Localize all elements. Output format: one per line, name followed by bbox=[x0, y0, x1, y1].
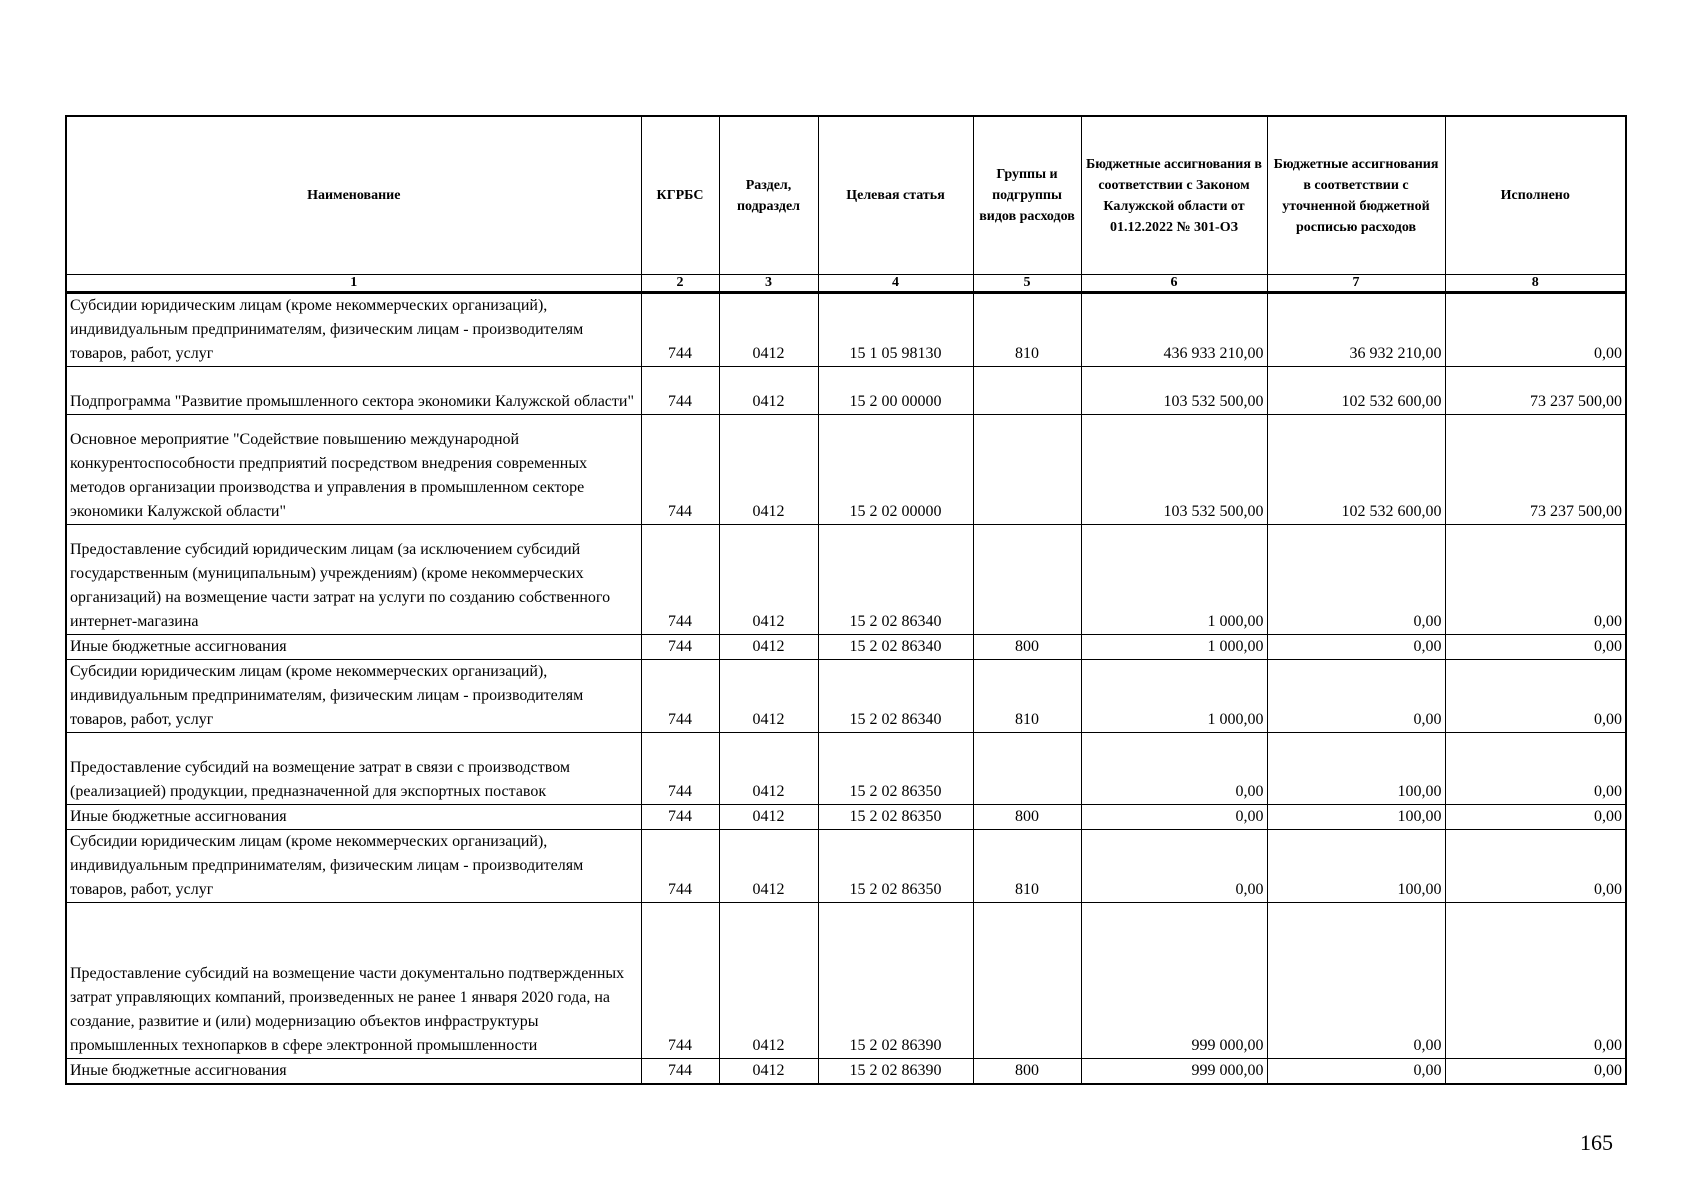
header-kgrbs: КГРБС bbox=[641, 116, 719, 275]
cell-expense-group bbox=[973, 525, 1081, 635]
header-executed: Исполнено bbox=[1445, 116, 1626, 275]
table-row bbox=[66, 830, 1626, 903]
page-number: 165 bbox=[1580, 1130, 1613, 1155]
cell-law-allocation: 999 000,00 bbox=[1081, 1059, 1267, 1085]
cell-kgrbs: 744 bbox=[641, 1059, 719, 1085]
cell-executed: 73 237 500,00 bbox=[1445, 415, 1626, 525]
cell-section: 0412 bbox=[719, 733, 818, 805]
cell-section: 0412 bbox=[719, 660, 818, 733]
cell-name: Иные бюджетные ассигнования bbox=[66, 635, 641, 660]
column-number: 7 bbox=[1267, 275, 1445, 293]
table-row bbox=[66, 525, 1626, 635]
cell-name: Предоставление субсидий на возмещение части документально подтвержденных затрат управляющих компаний, произведенных не ранее 1 января 2020 года, на создание, развитие и (или) модернизацию объектов инфраструктуры промышленных технопарков в сфере электронной промышленности bbox=[66, 903, 641, 1059]
table-row bbox=[66, 367, 1626, 415]
column-number: 5 bbox=[973, 275, 1081, 293]
column-number: 1 bbox=[66, 275, 641, 293]
cell-target-article: 15 2 02 86340 bbox=[818, 525, 973, 635]
cell-name: Основное мероприятие "Содействие повышению международной конкурентоспособности предприятий посредством внедрения современных методов организации производства и управления в промышленном секторе экономики Калужской области" bbox=[66, 415, 641, 525]
cell-schedule-allocation: 100,00 bbox=[1267, 733, 1445, 805]
cell-law-allocation: 103 532 500,00 bbox=[1081, 367, 1267, 415]
cell-section: 0412 bbox=[719, 903, 818, 1059]
cell-law-allocation: 436 933 210,00 bbox=[1081, 293, 1267, 367]
cell-executed: 0,00 bbox=[1445, 903, 1626, 1059]
column-number: 6 bbox=[1081, 275, 1267, 293]
cell-section: 0412 bbox=[719, 525, 818, 635]
cell-section: 0412 bbox=[719, 635, 818, 660]
column-number-row bbox=[66, 275, 1626, 293]
cell-kgrbs: 744 bbox=[641, 733, 719, 805]
cell-schedule-allocation: 102 532 600,00 bbox=[1267, 367, 1445, 415]
cell-kgrbs: 744 bbox=[641, 830, 719, 903]
cell-name: Предоставление субсидий юридическим лицам (за исключением субсидий государственным (муниципальным) учреждениям) (кроме некоммерческих организаций) на возмещение части затрат на услуги по созданию собственного интернет-магазина bbox=[66, 525, 641, 635]
table-row bbox=[66, 1059, 1626, 1085]
cell-section: 0412 bbox=[719, 415, 818, 525]
cell-expense-group bbox=[973, 367, 1081, 415]
table-row bbox=[66, 660, 1626, 733]
cell-executed: 0,00 bbox=[1445, 660, 1626, 733]
cell-kgrbs: 744 bbox=[641, 293, 719, 367]
cell-schedule-allocation: 100,00 bbox=[1267, 805, 1445, 830]
cell-schedule-allocation: 0,00 bbox=[1267, 903, 1445, 1059]
column-number: 3 bbox=[719, 275, 818, 293]
cell-schedule-allocation: 102 532 600,00 bbox=[1267, 415, 1445, 525]
header-schedule-allocation: Бюджетные ассигнования в соответствии с уточненной бюджетной росписью расходов bbox=[1267, 116, 1445, 275]
header-target-article: Целевая статья bbox=[818, 116, 973, 275]
cell-target-article: 15 1 05 98130 bbox=[818, 293, 973, 367]
cell-expense-group: 810 bbox=[973, 830, 1081, 903]
cell-law-allocation: 1 000,00 bbox=[1081, 525, 1267, 635]
budget-table bbox=[65, 115, 1627, 1085]
cell-kgrbs: 744 bbox=[641, 903, 719, 1059]
cell-schedule-allocation: 0,00 bbox=[1267, 660, 1445, 733]
cell-executed: 0,00 bbox=[1445, 525, 1626, 635]
cell-law-allocation: 1 000,00 bbox=[1081, 660, 1267, 733]
cell-expense-group bbox=[973, 903, 1081, 1059]
cell-law-allocation: 1 000,00 bbox=[1081, 635, 1267, 660]
cell-executed: 73 237 500,00 bbox=[1445, 367, 1626, 415]
column-number: 8 bbox=[1445, 275, 1626, 293]
cell-executed: 0,00 bbox=[1445, 830, 1626, 903]
cell-executed: 0,00 bbox=[1445, 1059, 1626, 1085]
cell-section: 0412 bbox=[719, 1059, 818, 1085]
cell-section: 0412 bbox=[719, 805, 818, 830]
cell-kgrbs: 744 bbox=[641, 635, 719, 660]
cell-schedule-allocation: 0,00 bbox=[1267, 635, 1445, 660]
cell-kgrbs: 744 bbox=[641, 415, 719, 525]
header-name: Наименование bbox=[66, 116, 641, 275]
cell-target-article: 15 2 02 86350 bbox=[818, 733, 973, 805]
header-expense-group: Группы и подгруппы видов расходов bbox=[973, 116, 1081, 275]
cell-target-article: 15 2 00 00000 bbox=[818, 367, 973, 415]
table-row bbox=[66, 415, 1626, 525]
cell-expense-group bbox=[973, 415, 1081, 525]
cell-schedule-allocation: 0,00 bbox=[1267, 1059, 1445, 1085]
table-row bbox=[66, 635, 1626, 660]
cell-section: 0412 bbox=[719, 293, 818, 367]
cell-name: Иные бюджетные ассигнования bbox=[66, 1059, 641, 1085]
table-body bbox=[66, 293, 1626, 1085]
cell-expense-group: 800 bbox=[973, 635, 1081, 660]
cell-target-article: 15 2 02 86350 bbox=[818, 805, 973, 830]
cell-name: Предоставление субсидий на возмещение затрат в связи с производством (реализацией) продукции, предназначенной для экспортных поставок bbox=[66, 733, 641, 805]
cell-executed: 0,00 bbox=[1445, 805, 1626, 830]
cell-law-allocation: 103 532 500,00 bbox=[1081, 415, 1267, 525]
header-row bbox=[66, 116, 1626, 275]
cell-target-article: 15 2 02 86390 bbox=[818, 903, 973, 1059]
header-law-allocation: Бюджетные ассигнования в соответствии с Законом Калужской области от 01.12.2022 № 301-ОЗ bbox=[1081, 116, 1267, 275]
cell-law-allocation: 0,00 bbox=[1081, 805, 1267, 830]
cell-schedule-allocation: 36 932 210,00 bbox=[1267, 293, 1445, 367]
column-number: 2 bbox=[641, 275, 719, 293]
cell-target-article: 15 2 02 86340 bbox=[818, 660, 973, 733]
cell-expense-group: 800 bbox=[973, 805, 1081, 830]
cell-target-article: 15 2 02 86340 bbox=[818, 635, 973, 660]
header-section: Раздел, подраздел bbox=[719, 116, 818, 275]
cell-target-article: 15 2 02 86350 bbox=[818, 830, 973, 903]
cell-name: Подпрограмма "Развитие промышленного сектора экономики Калужской области" bbox=[66, 367, 641, 415]
cell-executed: 0,00 bbox=[1445, 733, 1626, 805]
table-row bbox=[66, 805, 1626, 830]
cell-kgrbs: 744 bbox=[641, 367, 719, 415]
cell-name: Субсидии юридическим лицам (кроме некоммерческих организаций), индивидуальным предпринимателям, физическим лицам - производителям товаров, работ, услуг bbox=[66, 293, 641, 367]
cell-schedule-allocation: 100,00 bbox=[1267, 830, 1445, 903]
cell-name: Иные бюджетные ассигнования bbox=[66, 805, 641, 830]
table-row bbox=[66, 293, 1626, 367]
cell-expense-group: 810 bbox=[973, 293, 1081, 367]
cell-target-article: 15 2 02 00000 bbox=[818, 415, 973, 525]
cell-schedule-allocation: 0,00 bbox=[1267, 525, 1445, 635]
cell-executed: 0,00 bbox=[1445, 635, 1626, 660]
cell-expense-group: 800 bbox=[973, 1059, 1081, 1085]
cell-law-allocation: 999 000,00 bbox=[1081, 903, 1267, 1059]
cell-name: Субсидии юридическим лицам (кроме некоммерческих организаций), индивидуальным предпринимателям, физическим лицам - производителям товаров, работ, услуг bbox=[66, 830, 641, 903]
table-row bbox=[66, 903, 1626, 1059]
cell-kgrbs: 744 bbox=[641, 660, 719, 733]
cell-expense-group bbox=[973, 733, 1081, 805]
cell-name: Субсидии юридическим лицам (кроме некоммерческих организаций), индивидуальным предпринимателям, физическим лицам - производителям товаров, работ, услуг bbox=[66, 660, 641, 733]
cell-expense-group: 810 bbox=[973, 660, 1081, 733]
column-number: 4 bbox=[818, 275, 973, 293]
cell-kgrbs: 744 bbox=[641, 525, 719, 635]
table-row bbox=[66, 733, 1626, 805]
cell-law-allocation: 0,00 bbox=[1081, 830, 1267, 903]
cell-section: 0412 bbox=[719, 367, 818, 415]
cell-target-article: 15 2 02 86390 bbox=[818, 1059, 973, 1085]
cell-kgrbs: 744 bbox=[641, 805, 719, 830]
cell-law-allocation: 0,00 bbox=[1081, 733, 1267, 805]
cell-section: 0412 bbox=[719, 830, 818, 903]
cell-executed: 0,00 bbox=[1445, 293, 1626, 367]
